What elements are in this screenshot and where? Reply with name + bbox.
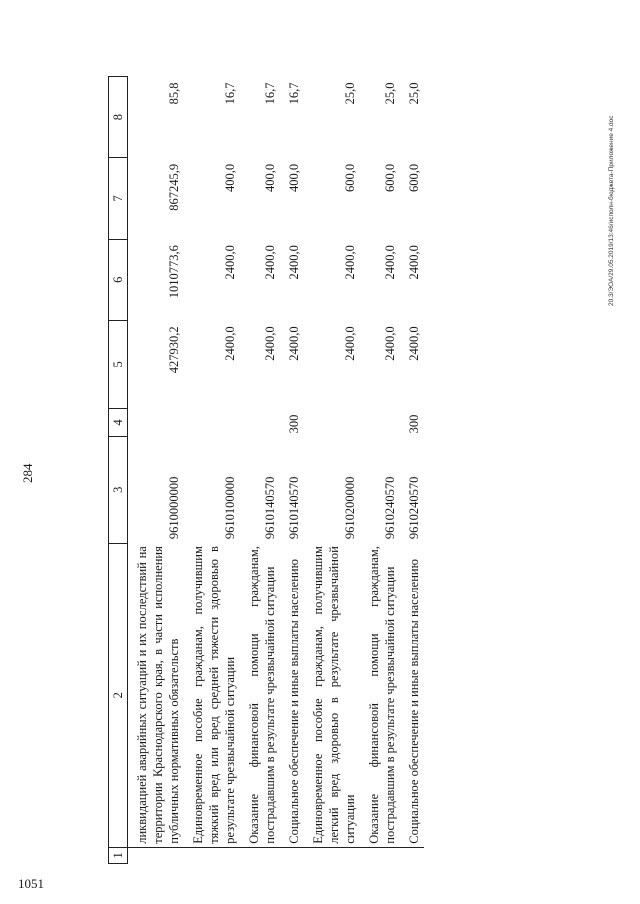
header-cell: 5 bbox=[109, 320, 128, 408]
row-description: Оказание финансовой помощи гражданам, пострадавшим в результате чрезвычайной ситуации bbox=[360, 543, 400, 847]
table-row bbox=[400, 77, 424, 864]
row-col7: 867245,9 bbox=[167, 163, 181, 211]
row-col6: 2400,0 bbox=[343, 245, 357, 280]
row-code: 9610100000 bbox=[223, 476, 237, 540]
row-col6: 2400,0 bbox=[263, 245, 277, 280]
table-row bbox=[280, 77, 304, 864]
row-spacer bbox=[128, 847, 185, 863]
row-col5: 2400,0 bbox=[407, 326, 421, 361]
budget-table bbox=[108, 76, 424, 864]
row-col8: 25,0 bbox=[383, 82, 397, 105]
row-col5: 2400,0 bbox=[343, 326, 357, 361]
row-vr bbox=[184, 409, 240, 437]
row-col8: 25,0 bbox=[407, 82, 421, 105]
row-col8: 16,7 bbox=[263, 82, 277, 105]
row-code: 9610240570 bbox=[383, 476, 397, 540]
row-col6: 2400,0 bbox=[383, 245, 397, 280]
corner-page-number: 1051 bbox=[18, 876, 44, 891]
row-code: 9610000000 bbox=[167, 476, 181, 540]
header-cell: 1 bbox=[109, 847, 128, 863]
row-code: 9610140570 bbox=[263, 476, 277, 540]
row-col7: 600,0 bbox=[383, 163, 397, 192]
row-code: 9610200000 bbox=[343, 476, 357, 540]
table-row bbox=[128, 77, 185, 864]
row-col6: 2400,0 bbox=[407, 245, 421, 280]
row-col7: 600,0 bbox=[343, 163, 357, 192]
table-row bbox=[240, 77, 280, 864]
row-code: 9610140570 bbox=[287, 476, 301, 540]
table-row bbox=[184, 77, 240, 864]
row-description: Социальное обеспечение и иные выплаты населению bbox=[280, 543, 304, 847]
row-col8: 25,0 bbox=[343, 82, 357, 105]
row-spacer bbox=[304, 847, 360, 863]
header-cell: 2 bbox=[109, 543, 128, 847]
row-col5: 2400,0 bbox=[287, 326, 301, 361]
row-col7: 400,0 bbox=[287, 163, 301, 192]
row-spacer bbox=[360, 847, 400, 863]
row-col8: 16,7 bbox=[287, 82, 301, 105]
row-col8: 85,8 bbox=[167, 82, 181, 105]
header-cell: 7 bbox=[109, 158, 128, 239]
row-spacer bbox=[240, 847, 280, 863]
table-row bbox=[360, 77, 400, 864]
table-row bbox=[304, 77, 360, 864]
row-col6: 2400,0 bbox=[223, 245, 237, 280]
header-cell: 4 bbox=[109, 409, 128, 437]
row-spacer bbox=[400, 847, 424, 863]
row-col8: 16,7 bbox=[223, 82, 237, 105]
document-footer-id: 20.3/ЭОА/29.05.2019/13:46/исполн-бюджета-Приложение 4.doc bbox=[608, 115, 615, 306]
row-vr bbox=[128, 409, 185, 437]
header-cell: 3 bbox=[109, 436, 128, 543]
row-col6: 2400,0 bbox=[287, 245, 301, 280]
row-description: Единовременное пособие гражданам, получившим легкий вред здоровью в результате чрезвычайной ситуации bbox=[304, 543, 360, 847]
row-vr bbox=[304, 409, 360, 437]
row-col6: 1010773,6 bbox=[167, 245, 181, 299]
row-col7: 400,0 bbox=[263, 163, 277, 192]
row-code: 9610240570 bbox=[407, 476, 421, 540]
header-cell: 6 bbox=[109, 239, 128, 320]
header-cell: 8 bbox=[109, 77, 128, 158]
row-col5: 2400,0 bbox=[223, 326, 237, 361]
row-vr: 300 bbox=[287, 414, 301, 434]
row-description: ликвидацией аварийных ситуаций и их последствий на территории Краснодарского края, в части исполнения публичных нормативных обязательств bbox=[128, 543, 185, 847]
row-spacer bbox=[280, 847, 304, 863]
row-col5: 427930,2 bbox=[167, 326, 181, 374]
row-vr: 300 bbox=[407, 414, 421, 434]
row-col7: 600,0 bbox=[407, 163, 421, 192]
row-col5: 2400,0 bbox=[263, 326, 277, 361]
page-number: 284 bbox=[20, 463, 35, 483]
row-col5: 2400,0 bbox=[383, 326, 397, 361]
row-spacer bbox=[184, 847, 240, 863]
row-vr bbox=[360, 409, 400, 437]
row-vr bbox=[240, 409, 280, 437]
row-description: Единовременное пособие гражданам, получившим тяжкий вред или вред средней тяжести здоровью в результате чрезвычайной ситуации bbox=[184, 543, 240, 847]
row-description: Социальное обеспечение и иные выплаты населению bbox=[400, 543, 424, 847]
row-col7: 400,0 bbox=[223, 163, 237, 192]
row-description: Оказание финансовой помощи гражданам, пострадавшим в результате чрезвычайной ситуации bbox=[240, 543, 280, 847]
table-header-row bbox=[109, 77, 128, 864]
